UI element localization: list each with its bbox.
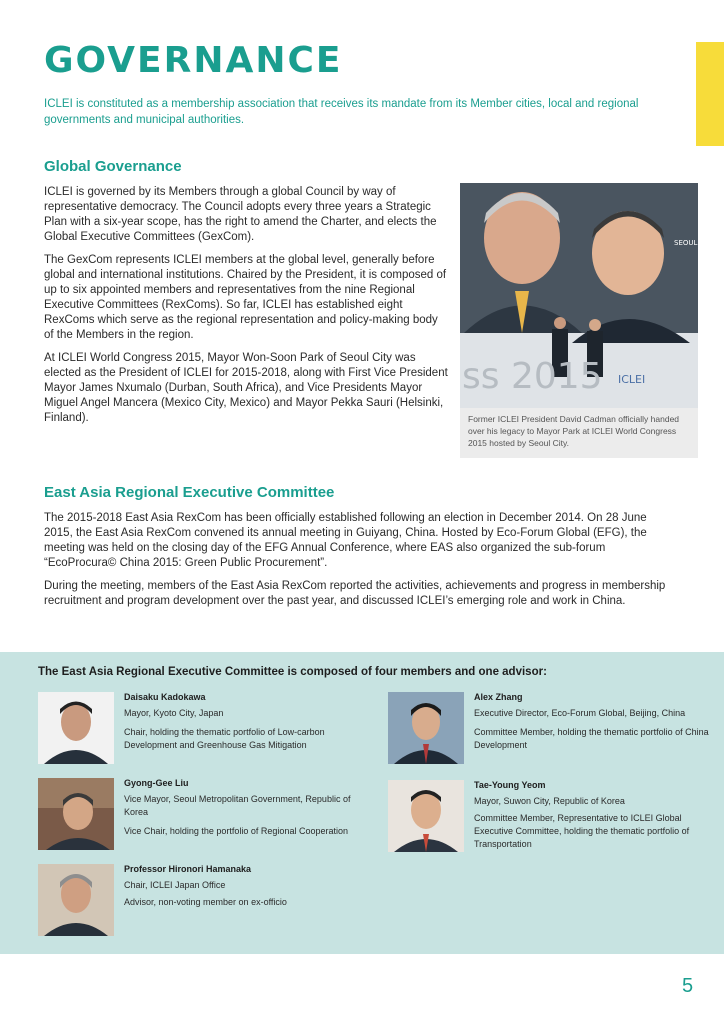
member-name: Professor Hironori Hamanaka	[124, 864, 252, 874]
banner-year: ss 2015	[462, 356, 603, 397]
portrait-image	[388, 692, 464, 764]
member-position: Executive Director, Eco-Forum Global, Beijing, China	[474, 708, 686, 718]
congress-photo	[460, 183, 698, 408]
paragraph: During the meeting, members of the East Asia RexCom reported the activities, achievements and progress in membership recruitment and program development over the past year, and discussed ICLEI’s emerging role and work in China.	[44, 580, 666, 607]
stage-person-left-head	[554, 317, 566, 329]
intro-text: ICLEI is constituted as a membership association that receives its mandate from its Member cities, local and regional governments and municipal authorities.	[44, 98, 639, 126]
seoul-tag: SEOUL	[674, 239, 698, 247]
member-role: Advisor, non-voting member on ex-officio	[124, 897, 287, 907]
global-governance-body	[44, 185, 448, 434]
member-role: Committee Member, Representative to ICLEI Global Executive Committee, holding the thematic portfolio of Transportation	[474, 813, 690, 849]
east-asia-heading: East Asia Regional Executive Committee	[44, 484, 335, 501]
paragraph: ICLEI is governed by its Members through a global Council by way of representative democracy. The Council adopts every three years a Strategic Plan with a six-year scope, has the right to amend the Charter, and elects the Global Executive Committees (GexCom).	[44, 186, 437, 243]
member-position: Mayor, Kyoto City, Japan	[124, 708, 224, 718]
page-number: 5	[682, 975, 694, 997]
portrait-image	[38, 778, 114, 850]
member-name: Alex Zhang	[474, 692, 523, 702]
member-role: Chair, holding the thematic portfolio of Low-carbon Development and Greenhouse Gas Mitigation	[124, 727, 325, 750]
page-title: GOVERNANCE	[44, 40, 343, 81]
member-role: Vice Chair, holding the portfolio of Regional Cooperation	[124, 826, 348, 836]
committee-title: The East Asia Regional Executive Committee is composed of four members and one advisor:	[38, 666, 547, 678]
photo-caption: Former ICLEI President David Cadman officially handed over his legacy to Mayor Park at ICLEI World Congress 2015 hosted by Seoul City.	[468, 414, 680, 448]
east-asia-body	[44, 511, 676, 617]
global-governance-heading: Global Governance	[44, 158, 182, 175]
avatar	[388, 780, 464, 852]
yellow-side-tab	[696, 42, 724, 146]
member-name: Gyong-Gee Liu	[124, 778, 189, 788]
avatar	[38, 778, 114, 850]
portrait-image	[38, 692, 114, 764]
member-role: Committee Member, holding the thematic portfolio of China Development	[474, 727, 709, 750]
banner-logo: ICLEI	[618, 373, 646, 386]
member-position: Mayor, Suwon City, Republic of Korea	[474, 796, 625, 806]
portrait-image	[38, 864, 114, 936]
member-name: Daisaku Kadokawa	[124, 692, 206, 702]
member-name: Tae-Young Yeom	[474, 780, 546, 790]
congress-photo-figure	[460, 183, 698, 458]
paragraph: The GexCom represents ICLEI members at the global level, generally before global and international institutions. Chaired by the President, it is composed of up to six appointed members and representatives from the nine Regional Executive Committees (RexComs). So far, ICLEI has established eight RexComs which serve as the regional representation and policy-making body of the Members in the region.	[44, 254, 447, 341]
member-position: Chair, ICLEI Japan Office	[124, 880, 226, 890]
paragraph: At ICLEI World Congress 2015, Mayor Won-Soon Park of Seoul City was elected as the President of ICLEI for 2015-2018, along with First Vice President Mayor James Nxumalo (Durban, South Africa), and Vice Presidents Mayor Miguel Angel Mancera (Mexico City, Mexico) and Mayor Pekka Sauri (Helsinki, Finland).	[44, 352, 448, 424]
paragraph: The 2015-2018 East Asia RexCom has been officially established following an election in December 2014. On 28 June 2015, the East Asia RexCom convened its annual meeting in Guiyang, China. Hosted by Eco-Forum Global (EFG), the meeting was held on the closing day of the EFG Annual Conference, where EAS also organized the sub-forum “EcoProcura© China 2015: Green Public Procurement”.	[44, 512, 647, 569]
avatar	[38, 692, 114, 764]
congress-photo-illustration	[460, 183, 698, 408]
avatar	[388, 692, 464, 764]
committee-panel	[0, 652, 724, 954]
stage-person-right-head	[589, 319, 601, 331]
avatar	[38, 864, 114, 936]
member-position: Vice Mayor, Seoul Metropolitan Government, Republic of Korea	[124, 794, 351, 817]
portrait-image	[388, 780, 464, 852]
